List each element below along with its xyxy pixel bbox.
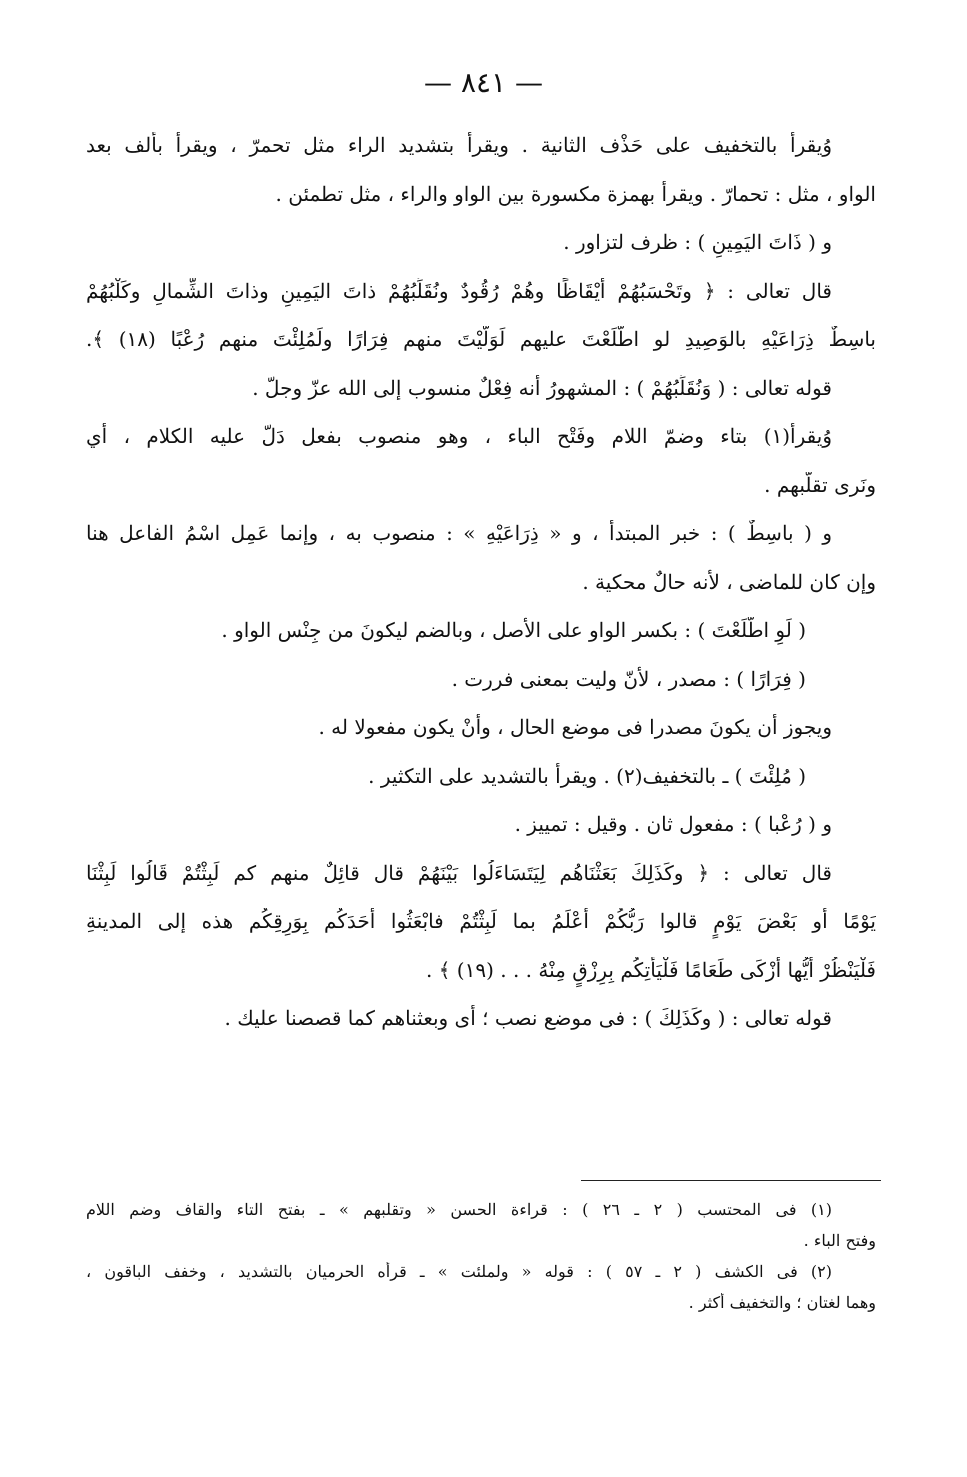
text-line: قوله تعالى : ( وكَذَلِكَ ) : فى موضع نصب ؛ أى وبعثناهم كما قصصنا عليك . bbox=[224, 1006, 832, 1030]
verse-line: فَلْيَنْظُرْ أَيُّها أَزْكَى طَعَامًا فَلْيَأْتِكُم بِرِزْقٍ مِنْهُ . . . (١٩) ﴾ . bbox=[425, 957, 876, 982]
text-line: ( لَوِ اطَّلَعْتَ ) : بكسر الواو على الأصل ، وبالضم ليكونَ من جِنْس الواو . bbox=[221, 618, 806, 642]
text-line: وُيقرأ(١) بتاء وضمّ اللام وفَتْح الباء ، وهو منصوب بفعل دَلّ عليه الكلام ، أي bbox=[86, 424, 832, 448]
text-line: ونَرى تقلُّبهم . bbox=[764, 472, 876, 497]
text-line: و ( رُعْبا ) : مفعول ثان . وقيل : تمييز . bbox=[514, 812, 832, 836]
text-line: وإن كان للماضى ، لأنه حالٌ محكية . bbox=[582, 569, 876, 594]
text-line: الواو ، مثل : تحمارّ . ويقرأ بهمزة مكسورة بين الواو والراء ، مثل تطمئن . bbox=[275, 181, 876, 206]
footnote-line: (٢) فى الكشف ( ٢ ـ ٥٧ ) : قوله « ولملئت » ـ قرأه الحرميان بالتشديد ، وخفف الباقون ، bbox=[86, 1262, 833, 1281]
footnote-divider bbox=[581, 1180, 881, 1181]
page-number: — ٨٤١ — bbox=[424, 66, 543, 99]
text-line: قوله تعالى : ( وَنُقَلِّبُهُمْ ) : المشهورُ أنه فِعْلٌ منسوب إلى الله عزّ وجلّ . bbox=[252, 375, 832, 400]
footnote-line: وهما لغتان ؛ والتخفيف أكثر . bbox=[688, 1293, 876, 1312]
text-line: ( مُلِئْتَ ) ـ بالتخفيف(٢) . ويقرأ بالتشديد على التكثير . bbox=[368, 763, 806, 788]
main-text bbox=[86, 132, 876, 1054]
text-line: وُيقرأ بالتخفيف على حَذْف الثانية . ويقرأ بتشديد الراء مثل تحمرّ ، ويقرأ بألف بعد bbox=[86, 133, 832, 157]
text-line: و ( ذَاتَ اليَمِينِ ) : ظرف لتزاور . bbox=[563, 230, 832, 254]
verse-line: باسِطٌ ذِرَاعَيْهِ بالوَصِيدِ لو اطَّلَعْتَ عليهم لَوَلَّيْتَ منهم فِرَارًا ولَمُلِئْتَ منهم رُعْبًا (١٨) ﴾. bbox=[86, 327, 876, 351]
verse-line: قال تعالى : ﴿ وتَحْسَبُهُمْ أَيْقَاظًا وهُمْ رُقُودٌ ونُقَلِّبُهُمْ ذاتَ اليَمِينِ وذاتَ الشِّمالِ وكَلْبُهُمْ bbox=[86, 278, 832, 303]
text-line: ( فِرَارًا ) : مصدر ، لأنّ وليت بمعنى فررت . bbox=[451, 666, 806, 691]
text-line: ويجوز أن يكونَ مصدرا فى موضع الحال ، وأنْ يكون مفعولا له . bbox=[318, 715, 832, 739]
footnote-line: وفتح الباء . bbox=[803, 1231, 876, 1250]
footnote-line: (١) فى المحتسب ( ٢ ـ ٢٦ ) : قراءة الحسن « وتقلبهم » ـ بفتح التاء والقاف وضم اللام bbox=[86, 1200, 833, 1219]
footnotes bbox=[86, 1200, 876, 1324]
verse-line: يَوْمًا أو بَعْضَ يَوْمٍ قالوا رَبُّكُمْ أَعْلَمُ بما لَبِثْتُمْ فابْعَثُوا أَحَدَكُم بِوَرِقِكُم هذه إلى المدينةِ bbox=[86, 909, 876, 933]
verse-line: قال تعالى : ﴿ وكَذَلِكَ بَعَثْنَاهُم لِيَتَسَاءَلُوا بَيْنَهُمْ قال قائِلٌ منهم كم لَبِثْتُمْ قَالُوا لَبِثْنَا bbox=[86, 860, 832, 885]
text-line: و ( باسِطٌ ) : خبر المبتدأ ، و « ذِرَاعَيْهِ » : منصوب به ، وإنما عَمِل اسْمُ الفاعل هنا bbox=[86, 521, 832, 545]
